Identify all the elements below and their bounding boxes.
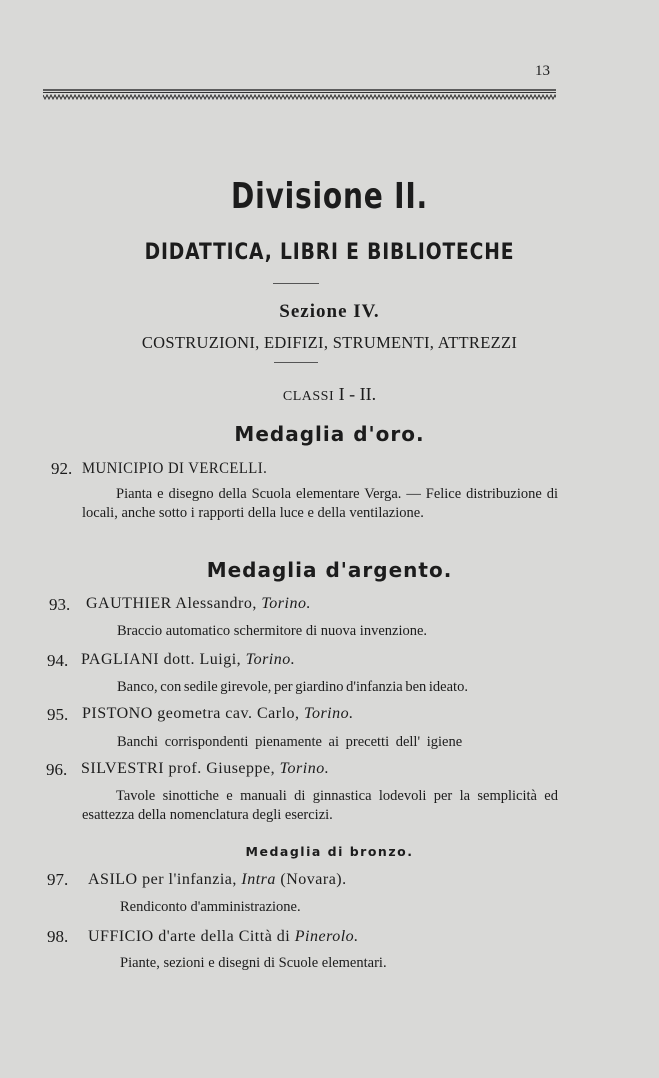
entry-name-text: PAGLIANI dott. Luigi, bbox=[81, 651, 246, 668]
entry-name bbox=[88, 871, 347, 889]
entry-name bbox=[81, 651, 295, 669]
entry-city: Torino. bbox=[279, 760, 330, 777]
entry-name bbox=[88, 928, 359, 946]
entry-number: 96. bbox=[46, 760, 68, 779]
entry-number: 94. bbox=[47, 651, 69, 670]
entry-number: 92. bbox=[51, 459, 73, 478]
entry-name: MUNICIPIO DI VERCELLI. bbox=[82, 460, 268, 477]
entry-name-suffix: (Novara). bbox=[275, 871, 347, 888]
entry-name bbox=[86, 595, 311, 613]
classes-heading bbox=[0, 384, 659, 405]
entry-name-text: SILVESTRI prof. Giuseppe, bbox=[81, 760, 280, 777]
entry-city: Torino. bbox=[304, 705, 354, 722]
entry-city: Intra bbox=[241, 871, 276, 888]
entry-description: Tavole sinottiche e manuali di ginnastica lodevoli per la semplicità ed esattezza della nomenclatura degli esercizi. bbox=[82, 788, 558, 823]
entry-name-text: PISTONO geometra cav. Carlo, bbox=[82, 705, 305, 722]
entry-description: Pianta e disegno della Scuola elementare Verga. — Felice distribuzione di locali, anche sotto i rapporti della luce e della ventilazione. bbox=[82, 486, 558, 521]
entry-description: Banco, con sedile girevole, per giardino d'infanzia ben ideato. bbox=[117, 679, 468, 695]
entry-description: Rendiconto d'amministrazione. bbox=[120, 899, 301, 915]
entry-name-text: UFFICIO d'arte della Città di bbox=[88, 928, 295, 945]
entry-number: 97. bbox=[47, 870, 69, 889]
divider bbox=[274, 362, 318, 363]
entry-description: Banchi corrispondenti pienamente ai precetti dell' igiene bbox=[117, 734, 463, 750]
division-title: Divisione II. bbox=[230, 176, 428, 217]
entry-number: 93. bbox=[49, 595, 71, 614]
entry-city: Pinerolo. bbox=[294, 928, 359, 945]
entry-number: 98. bbox=[47, 927, 69, 946]
entry-city: Torino. bbox=[245, 651, 296, 668]
medal-silver-heading: Medaglia d'argento. bbox=[206, 558, 453, 582]
entry-city: Torino. bbox=[261, 595, 311, 612]
medal-bronze-heading: Medaglia di bronzo. bbox=[245, 844, 414, 859]
entry-name-text: ASILO per l'infanzia, bbox=[88, 871, 242, 888]
entry-name bbox=[81, 760, 329, 778]
divider bbox=[273, 283, 319, 284]
entry-description: Piante, sezioni e disegni di Scuole elementari. bbox=[120, 955, 387, 971]
entry-number: 95. bbox=[47, 705, 69, 724]
decorative-rule bbox=[43, 89, 556, 100]
entry-name bbox=[82, 705, 354, 723]
medal-gold-heading: Medaglia d'oro. bbox=[234, 422, 425, 446]
classes-label: CLASSI bbox=[282, 389, 335, 404]
entry-name-text: GAUTHIER Alessandro, bbox=[86, 595, 262, 612]
section-subtitle: COSTRUZIONI, EDIFIZI, STRUMENTI, ATTREZZI bbox=[141, 333, 518, 352]
page-number: 13 bbox=[535, 63, 550, 79]
classes-value: I - II. bbox=[338, 384, 377, 404]
section-title: Sezione IV. bbox=[279, 301, 380, 322]
entry-description: Braccio automatico schermitore di nuova invenzione. bbox=[117, 623, 428, 639]
division-subtitle: DIDATTICA, LIBRI E BIBLIOTECHE bbox=[144, 240, 515, 265]
